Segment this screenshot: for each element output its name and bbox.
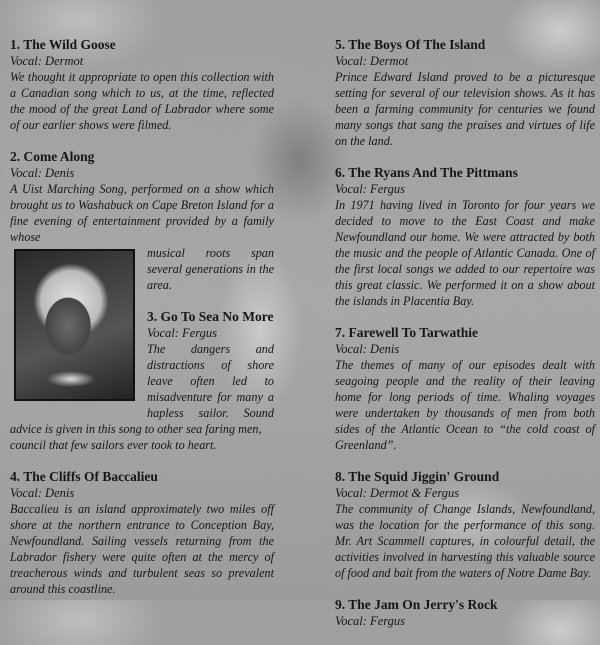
track-1 [10, 37, 274, 133]
track-vocal: Vocal: Denis [335, 342, 400, 356]
track-notes-continued: council that few sailors ever took to heart. [10, 438, 217, 452]
right-column [335, 37, 595, 645]
track-title: 1. The Wild Goose [10, 37, 116, 52]
track-title: 9. The Jam On Jerry's Rock [335, 597, 498, 612]
track-vocal: Vocal: Denis [10, 486, 75, 500]
track-7 [335, 325, 595, 453]
track-6 [335, 165, 595, 309]
performer-photo [14, 249, 135, 401]
track-title: 5. The Boys Of The Island [335, 37, 486, 52]
track-vocal: Vocal: Fergus [335, 614, 406, 628]
track-vocal: Vocal: Fergus [335, 182, 406, 196]
track-vocal: Vocal: Dermot & Fergus [335, 486, 460, 500]
track-notes-continued: musical roots span several generations in the area. [147, 246, 274, 292]
track-notes: The dangers and distractions of shore leave often led to misadventure for many a hapless sailor. Sound advice is given in this song to other sea faring men, [10, 342, 274, 436]
track-notes: The themes of many of our episodes dealt with seagoing people and the reality of their leaving home for long periods of time. Whaling voyages were undertaken by thousands of men from both sides of the Atlantic Ocean to “the cold coast of Greenland”. [335, 358, 595, 452]
track-notes: A Uist Marching Song, performed on a show which brought us to Washabuck on Cape Breton Island for a fine evening of entertainment provided by a family whose [10, 182, 274, 244]
track-vocal: Vocal: Denis [10, 166, 75, 180]
track-9 [335, 597, 595, 629]
track-notes: In 1971 having lived in Toronto for four years we decided to move to the East Coast and make Newfoundland our home. We were attracted by both the music and the people of Atlantic Canada. One of the first local songs we added to our repertoire was this great classic. We performed it on a show about the islands in Placentia Bay. [335, 198, 595, 308]
track-title: 3. Go To Sea No More [147, 309, 274, 324]
track-notes: Prince Edward Island proved to be a picturesque setting for several of our television shows. As it has been a farming community for centuries we found many songs that sang the praises and virtues of life on the land. [335, 70, 595, 148]
track-vocal: Vocal: Dermot [10, 54, 84, 68]
track-vocal: Vocal: Fergus [147, 326, 218, 340]
track-8 [335, 469, 595, 581]
track-4 [10, 469, 274, 597]
track-title: 4. The Cliffs Of Baccalieu [10, 469, 158, 484]
track-notes: Baccalieu is an island approximately two miles off shore at the northern entrance to Conception Bay, Newfoundland. Sailing vessels returning from the Labrador fishery were quite often at the mercy of treacherous winds and turbulent seas so prevalent around this coastline. [10, 502, 274, 596]
track-title: 6. The Ryans And The Pittmans [335, 165, 518, 180]
track-5 [335, 37, 595, 149]
track-title: 2. Come Along [10, 149, 95, 164]
left-column [10, 37, 274, 613]
track-title: 7. Farewell To Tarwathie [335, 325, 479, 340]
track-title: 8. The Squid Jiggin' Ground [335, 469, 500, 484]
track-2 [10, 149, 274, 245]
track-notes: The community of Change Islands, Newfoundland, was the location for the performance of this song. Mr. Art Scammell captures, in colourful detail, the activities involved in harvesting this valuable source of food and bait from the waters of Notre Dame Bay. [335, 502, 595, 580]
track-notes: We thought it appropriate to open this collection with a Canadian song which to us, at the time, reflected the mood of the great Land of Labrador where some of our earlier shows were filmed. [10, 70, 274, 132]
track-vocal: Vocal: Dermot [335, 54, 409, 68]
